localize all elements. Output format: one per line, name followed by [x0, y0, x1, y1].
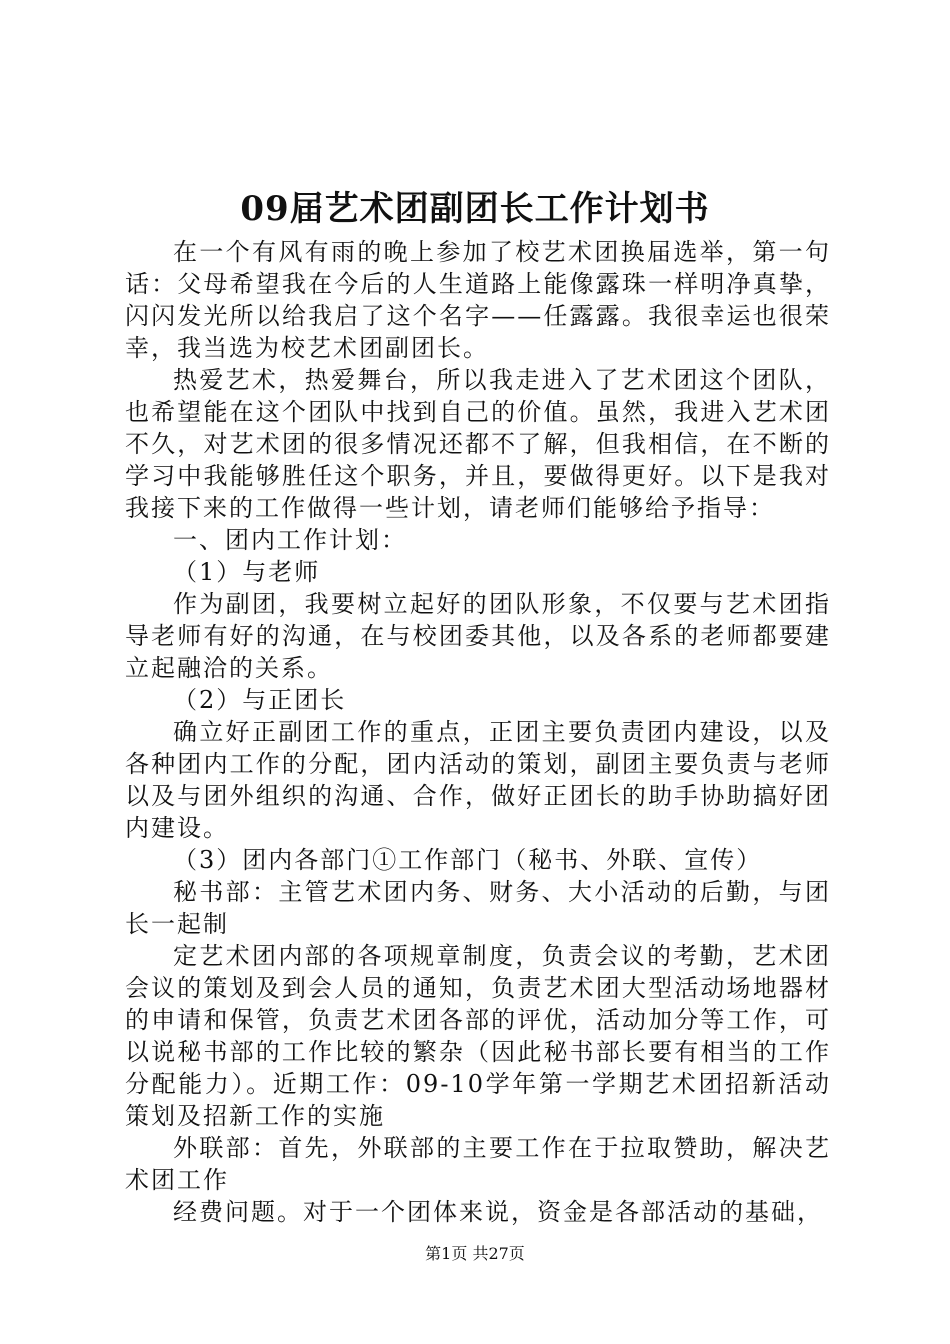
paragraph: 确立好正副团工作的重点，正团主要负责团内建设，以及各种团内工作的分配，团内活动的策划，副团主要负责与老师以及与团外组织的沟通、合作，做好正团长的助手协助搞好团内建设。 [125, 718, 831, 842]
paragraph: 作为副团，我要树立起好的团队形象，不仅要与艺术团指导老师有好的沟通，在与校团委其他，以及各系的老师都要建立起融洽的关系。 [125, 590, 831, 682]
paragraph: 外联部：首先，外联部的主要工作在于拉取赞助，解决艺术团工作 [125, 1134, 831, 1194]
subsection-heading: （1）与老师 [173, 558, 321, 586]
paragraph: 定艺术团内部的各项规章制度，负责会议的考勤，艺术团会议的策划及到会人员的通知，负责艺术团大型活动场地器材的申请和保管，负责艺术团各部的评优，活动加分等工作，可以说秘书部的工作比较的繁杂（因此秘书部长要有相当的工作分配能力）。近期工作：09-10学年第一学期艺术团招新活动策划及招新工作的实施 [125, 942, 831, 1130]
subsection-heading: （3）团内各部门①工作部门（秘书、外联、宣传） [173, 846, 763, 874]
subsection-heading: （2）与正团长 [173, 686, 347, 714]
paragraph: 经费问题。对于一个团体来说，资金是各部活动的基础， [173, 1198, 823, 1226]
paragraph: 秘书部：主管艺术团内务、财务、大小活动的后勤，与团长一起制 [125, 878, 831, 938]
page-number: 第1页 共27页 [425, 1244, 525, 1263]
paragraph: 在一个有风有雨的晚上参加了校艺术团换届选举，第一句话：父母希望我在今后的人生道路上能像露珠一样明净真挚，闪闪发光所以给我启了这个名字——任露露。我很幸运也很荣幸，我当选为校艺术团副团长。 [125, 238, 831, 362]
paragraph: 热爱艺术，热爱舞台，所以我走进入了艺术团这个团队，也希望能在这个团队中找到自己的价值。虽然，我进入艺术团不久，对艺术团的很多情况还都不了解，但我相信，在不断的学习中我能够胜任这个职务，并且，要做得更好。以下是我对我接下来的工作做得一些计划，请老师们能够给予指导： [125, 366, 831, 522]
document-body [125, 236, 831, 1228]
document-title: 09届艺术团副团长工作计划书 [240, 189, 710, 229]
section-heading: 一、团内工作计划： [173, 526, 407, 554]
